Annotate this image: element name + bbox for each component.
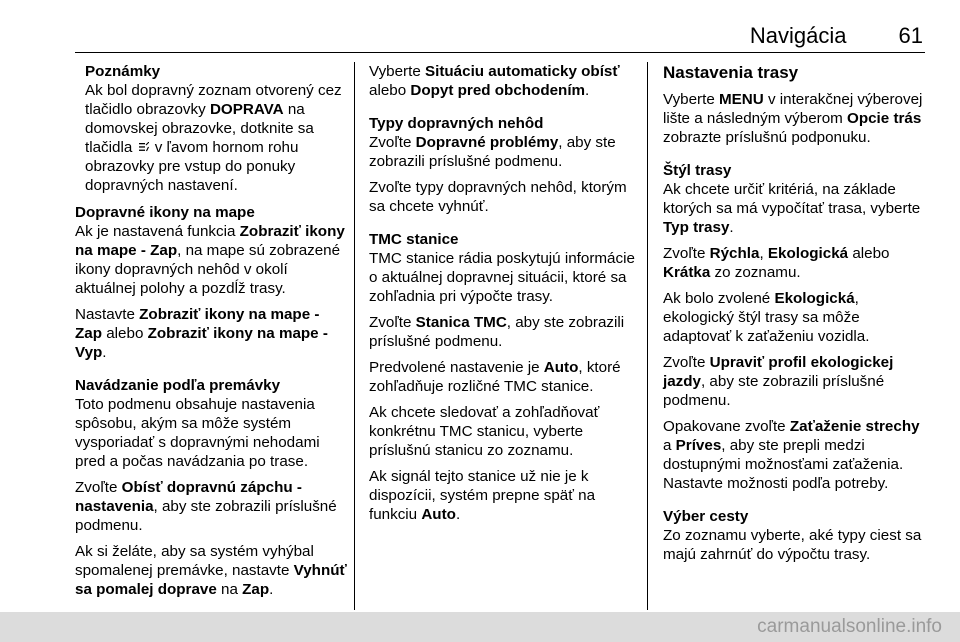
paragraph: Vyberte MENU v interakčnej výberovej lište a následným výberom Opcie trás zobrazte príslušnú podponuku. bbox=[663, 91, 923, 146]
paragraph: Predvolené nastavenie je Auto, ktoré zohľadňuje rozličné TMC stanice. bbox=[369, 359, 621, 395]
column-3 bbox=[663, 62, 931, 571]
paragraph: Ak si želáte, aby sa systém vyhýbal spomalenej premávke, nastavte Vyhnúť sa pomalej doprave na Zap. bbox=[75, 543, 347, 598]
section-heading: Dopravné ikony na mape bbox=[75, 204, 255, 221]
paragraph: Opakovane zvoľte Zaťaženie strechy a Príves, aby ste prepli medzi dostupnými možnosťami zaťaženia. Nastavte možnosti podľa potreby. bbox=[663, 418, 920, 492]
paragraph: Vyberte Situáciu automaticky obísť alebo Dopyt pred obchodením. bbox=[369, 63, 620, 99]
column-2 bbox=[369, 62, 637, 531]
note-text: Ak bol dopravný zoznam otvorený cez tlačidlo obrazovky DOPRAVA na domovskej obrazovke, dotknite sa tlačidla v ľavom hornom rohu obrazovky pre vstup do ponuky dopravných nastavení. bbox=[85, 82, 342, 194]
paragraph: TMC stanice rádia poskytujú informácie o aktuálnej dopravnej situácii, ktoré sa zohľadnia pri výpočte trasy. bbox=[369, 250, 635, 305]
watermark-text: carmanualsonline.info bbox=[757, 616, 942, 637]
paragraph: Zvoľte Rýchla, Ekologická alebo Krátka zo zoznamu. bbox=[663, 245, 890, 281]
note-title: Poznámky bbox=[85, 63, 161, 80]
paragraph: Zvoľte Dopravné problémy, aby ste zobrazili príslušné podmenu. bbox=[369, 134, 616, 170]
paragraph: Ak signál tejto stanice už nie je k dispozícii, systém prepne späť na funkciu Auto. bbox=[369, 468, 596, 523]
page-header bbox=[75, 22, 923, 50]
paragraph: Zvoľte Stanica TMC, aby ste zobrazili príslušné podmenu. bbox=[369, 314, 625, 350]
paragraph: Zo zoznamu vyberte, aké typy ciest sa majú zahrnúť do výpočtu trasy. bbox=[663, 527, 922, 563]
note-box bbox=[85, 62, 347, 195]
column-divider-1 bbox=[354, 62, 355, 610]
paragraph: Zvoľte Upraviť profil ekologickej jazdy, aby ste zobrazili príslušné podmenu. bbox=[663, 354, 894, 409]
paragraph: Ak bolo zvolené Ekologická, ekologický štýl trasy sa môže adaptovať k zaťaženiu vozidla. bbox=[663, 290, 870, 345]
section-heading: Typy dopravných nehôd bbox=[369, 115, 544, 132]
paragraph: Ak chcete sledovať a zohľadňovať konkrétnu TMC stanicu, vyberte príslušnú stanicu zo zoznamu. bbox=[369, 404, 600, 459]
paragraph: Zvoľte Obísť dopravnú zápchu - nastavenia, aby ste zobrazili príslušné podmenu. bbox=[75, 479, 337, 534]
section-heading: TMC stanice bbox=[369, 231, 459, 248]
section-heading: Štýl trasy bbox=[663, 162, 732, 179]
column-divider-2 bbox=[647, 62, 648, 610]
footer-watermark-bar bbox=[0, 612, 960, 642]
section-heading: Výber cesty bbox=[663, 508, 749, 525]
paragraph: Nastavte Zobraziť ikony na mape - Zap alebo Zobraziť ikony na mape - Vyp. bbox=[75, 306, 328, 361]
section-title: Nastavenia trasy bbox=[663, 63, 799, 82]
settings-menu-icon bbox=[139, 142, 149, 152]
paragraph: Ak je nastavená funkcia Zobraziť ikony na mape - Zap, na mape sú zobrazené ikony dopravných nehôd v okolí aktuálnej polohy a pozdĺž trasy. bbox=[75, 223, 345, 297]
paragraph: Zvoľte typy dopravných nehôd, ktorým sa chcete vyhnúť. bbox=[369, 179, 627, 215]
paragraph: Toto podmenu obsahuje nastavenia spôsobu, akým sa môže systém vysporiadať s dopravnými nehodami pred a počas navádzania po trase. bbox=[75, 396, 320, 470]
page-number: 61 bbox=[898, 23, 923, 48]
paragraph: Ak chcete určiť kritériá, na základe ktorých sa má vypočítať trasa, vyberte Typ trasy. bbox=[663, 181, 921, 236]
header-rule bbox=[75, 52, 925, 53]
section-heading: Navádzanie podľa premávky bbox=[75, 377, 281, 394]
column-1 bbox=[75, 62, 347, 606]
page-title: Navigácia bbox=[749, 23, 847, 48]
